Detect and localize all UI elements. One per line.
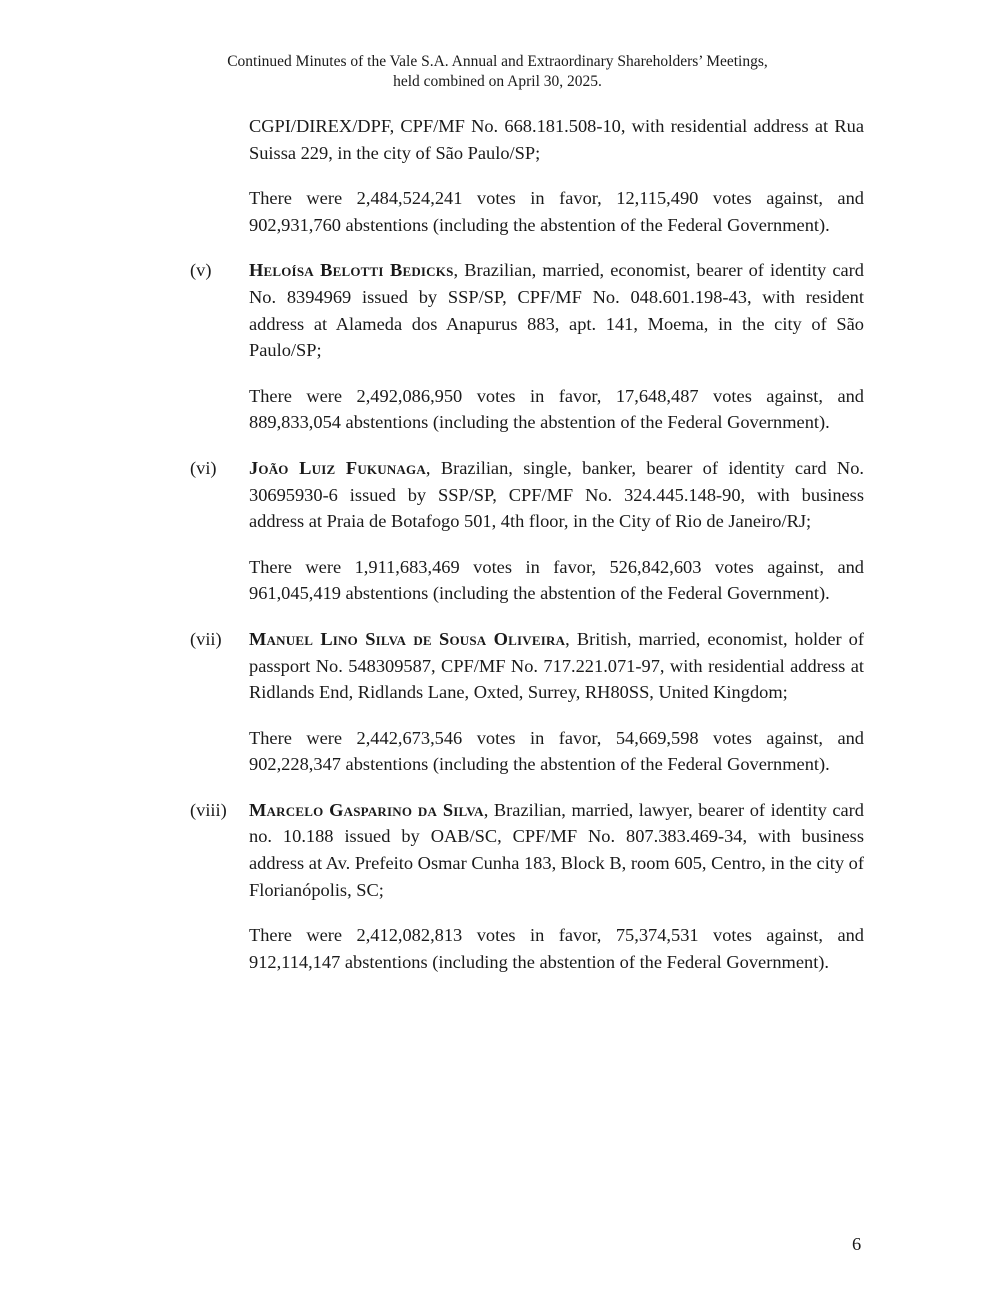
item-iv-details (190, 113, 864, 166)
header-line-1: Continued Minutes of the Vale S.A. Annual and Extraordinary Shareholders’ Meetings, (227, 53, 768, 70)
item-viii-votes: There were 2,412,082,813 votes in favor, 75,374,531 votes against, and 912,114,147 abstentions (including the abstention of the Federal Government). (249, 925, 864, 972)
details-text: , Brazilian, married, economist, bearer of identity card No. 8394969 issued by SSP/SP, CPF/MF No. 048.601.198-43, with resident address at Alameda dos Anapurus 883, apt. 141, Moema, in the city of São Paulo/SP; (249, 260, 864, 361)
item-v-votes: There were 2,492,086,950 votes in favor, 17,648,487 votes against, and 889,833,054 abstentions (including the abstention of the Federal Government). (249, 385, 864, 433)
details-text: CGPI/DIREX/DPF, CPF/MF No. 668.181.508-10, with residential address at Rua Suissa 229, in the city of São Paulo/SP; (249, 116, 864, 163)
item-viii-details (190, 797, 864, 903)
item-number: (viii) (190, 799, 227, 820)
item-vi-details (190, 455, 864, 535)
item-iv-votes: There were 2,484,524,241 votes in favor, 12,115,490 votes against, and 902,931,760 abstentions (including the abstention of the Federal Government). (249, 188, 864, 235)
nominee-name: João Luiz Fukunaga (249, 457, 426, 478)
nominee-name: Manuel Lino Silva de Sousa Oliveira (249, 628, 566, 649)
item-vii-details (190, 626, 864, 706)
item-number: (v) (190, 260, 212, 281)
item-number: (vii) (190, 628, 222, 649)
item-number: (vi) (190, 457, 217, 478)
details-text: , Brazilian, married, lawyer, bearer of identity card no. 10.188 issued by OAB/SC, CPF/MF No. 807.383.469-34, with business address at Av. Prefeito Osmar Cunha 183, Block B, room 605, Centro, in the city of Florianópolis, SC; (249, 799, 864, 900)
nominee-name: Heloísa Belotti Bedicks (249, 260, 454, 281)
details-text: , British, married, economist, holder of passport No. 548309587, CPF/MF No. 717.221.071-97, with residential address at Ridlands End, Ridlands Lane, Oxted, Surrey, RH80SS, United Kingdom; (249, 628, 864, 703)
item-vii-votes: There were 2,442,673,546 votes in favor, 54,669,598 votes against, and 902,228,347 abstentions (including the abstention of the Federal Government). (249, 727, 864, 775)
nominee-name: Marcelo Gasparino da Silva (249, 799, 484, 820)
item-vi-votes: There were 1,911,683,469 votes in favor, 526,842,603 votes against, and 961,045,419 abstentions (including the abstention of the Federal Government). (249, 556, 864, 604)
item-v-details (190, 257, 864, 363)
details-text: , Brazilian, single, banker, bearer of identity card No. 30695930-6 issued by SSP/SP, CPF/MF No. 324.445.148-90, with business address at Praia de Botafogo 501, 4th floor, in the City of Rio de Janeiro/RJ; (249, 457, 864, 532)
page-number: 6 (852, 1234, 862, 1254)
header-line-2: held combined on April 30, 2025. (393, 73, 602, 90)
document-body (190, 113, 864, 994)
page-header (0, 52, 995, 92)
